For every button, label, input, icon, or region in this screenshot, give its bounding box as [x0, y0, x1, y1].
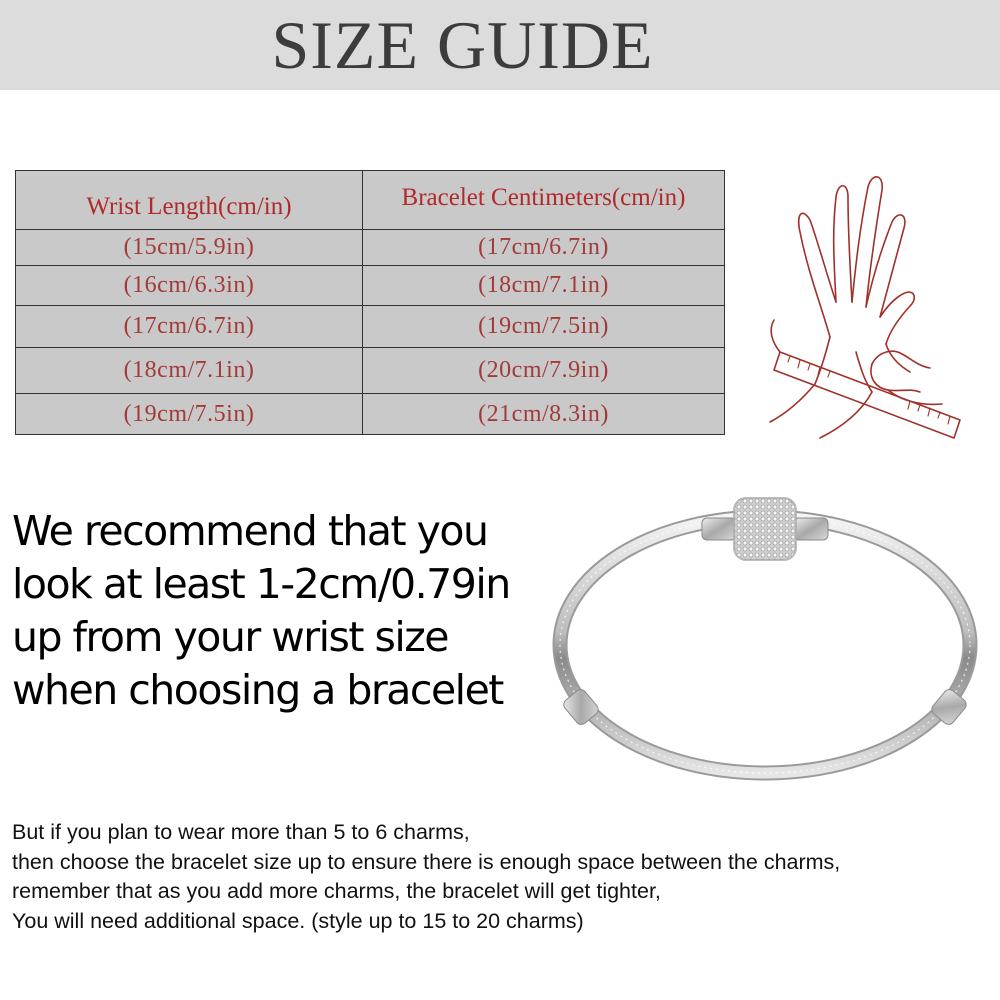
wrist-length-cell: (16cm/6.3in): [16, 266, 363, 305]
table-row: [16, 266, 724, 306]
bracelet-length-cell: (19cm/7.5in): [478, 313, 609, 339]
note-line: But if you plan to wear more than 5 to 6 charms,: [12, 820, 470, 844]
wrist-length-cell: (18cm/7.1in): [16, 348, 363, 393]
hand-measuring-wrist-illustration: [760, 152, 970, 452]
table-row: [16, 348, 724, 394]
wrist-length-cell: (17cm/6.7in): [16, 306, 363, 347]
recommendation-line: when choosing a bracelet: [12, 666, 503, 714]
note-line: then choose the bracelet size up to ensure there is enough space between the charms,: [12, 849, 841, 874]
table-row: [16, 306, 724, 348]
wrist-length-cell: (19cm/7.5in): [16, 394, 363, 434]
recommendation-text: [12, 505, 532, 717]
page-title: SIZE GUIDE: [271, 7, 654, 83]
recommendation-line: up from your wrist size: [12, 613, 448, 661]
charm-notes: [12, 818, 997, 936]
bracelet-length-cell: (17cm/6.7in): [478, 234, 609, 260]
column-header-bracelet-length: Bracelet Centimeters(cm/in): [401, 184, 686, 211]
bracelet-length-cell: (18cm/7.1in): [478, 272, 609, 298]
table-row: [16, 394, 724, 434]
bracelet-length-cell: (21cm/8.3in): [478, 400, 609, 427]
size-table: [15, 170, 725, 435]
recommendation-line: We recommend that you: [12, 507, 488, 555]
note-line: You will need additional space. (style up to 15 to 20 charms): [12, 908, 584, 933]
note-line: remember that as you add more charms, the bracelet will get tighter,: [12, 879, 661, 903]
bracelet-image: [550, 480, 980, 790]
table-header-row: [16, 171, 724, 230]
wrist-length-cell: (15cm/5.9in): [16, 230, 363, 265]
recommendation-line: look at least 1-2cm/0.79in: [12, 560, 510, 608]
table-row: [16, 230, 724, 266]
column-header-wrist-length: Wrist Length(cm/in): [16, 171, 363, 229]
bracelet-length-cell: (20cm/7.9in): [478, 357, 609, 383]
